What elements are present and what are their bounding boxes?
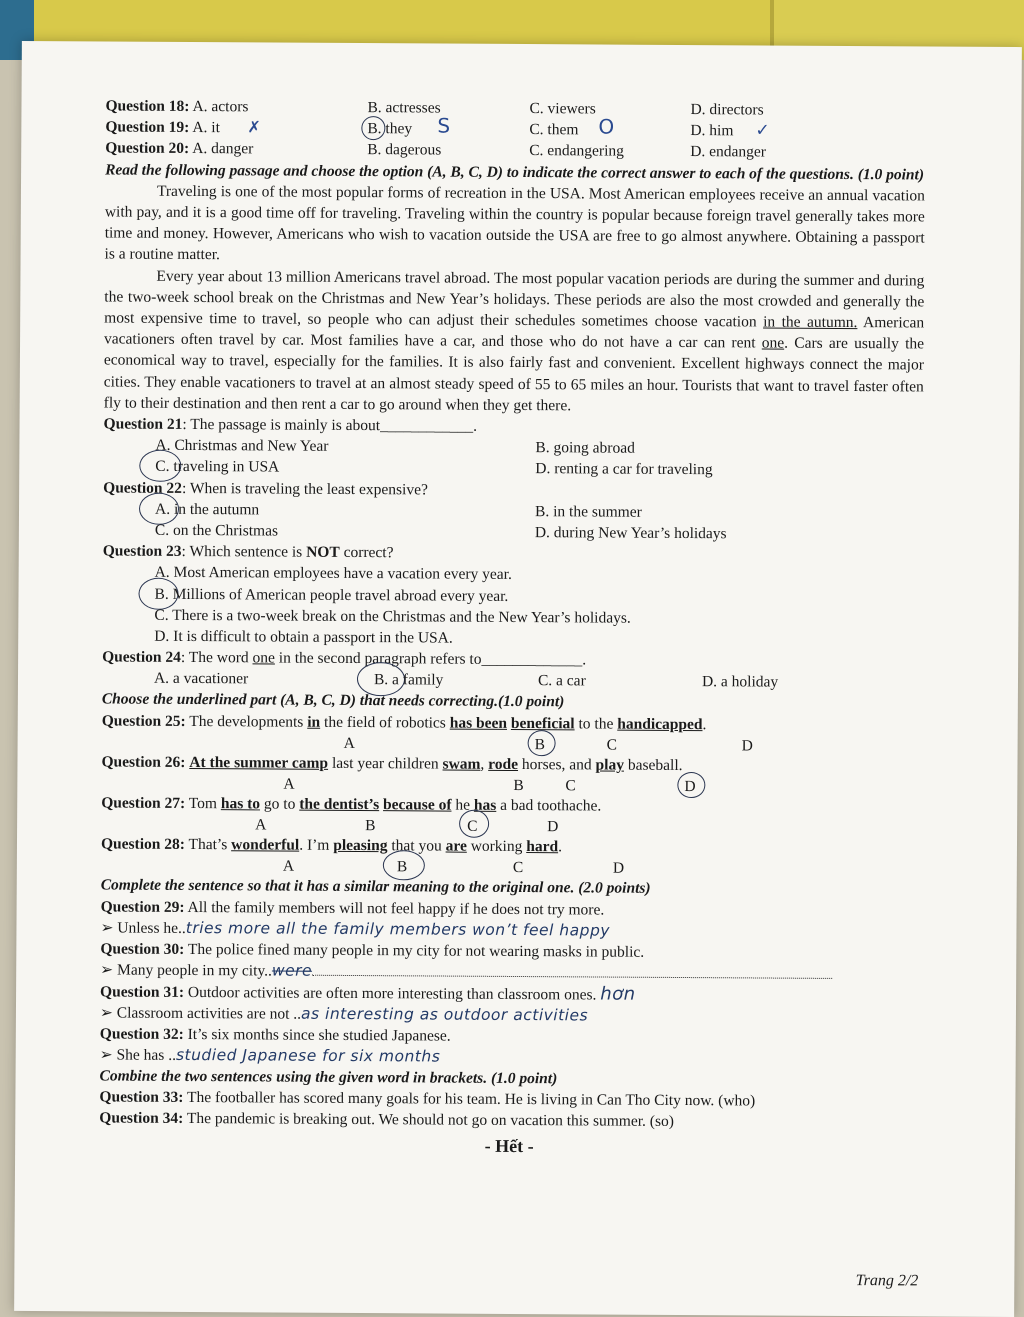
underlined-part-a: At the summer camp (189, 753, 329, 772)
sentence-text: Tom (185, 794, 221, 813)
question-label: Question 27: (101, 794, 186, 812)
option-d: D. during New Year’s holidays (534, 524, 727, 543)
answer-dotted-line (312, 961, 832, 979)
question-text: The police fined many people in my city for not wearing masks in public. (184, 940, 645, 961)
question-text: The footballer has scored many goals for his team. He is living in Can Tho City now. (who) (183, 1089, 756, 1110)
letter-b: B (534, 735, 545, 753)
rewrite-instruction: Complete the sentence so that it has a similar meaning to the original one. (2.0 points) (100, 876, 651, 898)
sentence-text: , (480, 755, 489, 773)
question-label: Question 20: (105, 139, 190, 158)
answer-prompt: ➢ Classroom activities are not .. (99, 1003, 302, 1023)
answer-blank: _____________ (481, 650, 583, 669)
underlined-part-b: pleasing (333, 837, 388, 855)
answer-prompt: ➢ She has .. (99, 1046, 177, 1064)
question-text: It’s six months since she studied Japanese. (183, 1025, 451, 1045)
underlined-part-a: has to (220, 795, 261, 813)
option-b: B. dagerous (367, 141, 442, 159)
option-b: B. in the summer (534, 502, 642, 521)
paragraph-text: American vacationers often travel by car. Most families have a car, and those who do not have a car can rent (104, 314, 925, 352)
question-text: in the second paragraph refers to (274, 649, 482, 668)
option-a: A. Christmas and New Year (155, 436, 329, 456)
option-a: A. actors (192, 98, 249, 116)
sentence-text: a bad toothache. (496, 796, 602, 815)
option-b: B. actresses (367, 99, 441, 117)
letter-b: B (396, 858, 408, 876)
underlined-phrase: in the autumn. (763, 313, 858, 332)
question-text: correct? (339, 544, 394, 562)
handwritten-answer[interactable]: were (271, 961, 313, 980)
option-d: D. him (690, 122, 734, 140)
option-d: D. endanger (690, 143, 767, 161)
option-b: B. they (367, 120, 413, 138)
option-d: D. directors (690, 101, 764, 119)
question-text: The pandemic is breaking out. We should not go on vacation this summer. (so) (183, 1110, 674, 1131)
letter-d: D (547, 818, 559, 836)
underlined-part-c: beneficial (510, 714, 575, 732)
option-c: C. a car (537, 672, 586, 690)
sentence-text: he (451, 796, 474, 814)
underlined-part-b: has been (449, 714, 508, 732)
sentence-text: . (702, 715, 707, 733)
option-a: A. it (192, 119, 220, 137)
underlined-part-d: hard (526, 838, 559, 856)
question-text: : When is traveling the least expensive? (181, 479, 428, 499)
reading-paragraph-1: Traveling is one of the most popular forms of recreation in the USA. Most American employees receive an annual vacation with pay, and it is a good time off for traveling. Traveling within the country is popular because foreign travel generally takes more time and money. However, Americans who wish to vacation outside the USA are free to go almost anywhere. Obtaining a passport is a routine matter. (104, 182, 926, 264)
handwritten-o: O (598, 114, 615, 139)
question-text: : Which sentence is (181, 543, 307, 561)
end-marker: - Hết - (484, 1135, 534, 1156)
letter-c: C (467, 817, 478, 835)
letter-a: A (255, 816, 267, 834)
question-label: Question 25: (101, 712, 186, 730)
letter-b: B (513, 776, 524, 795)
cross-mark-icon: ✗ (247, 117, 261, 137)
underlined-part-a: wonderful (231, 836, 300, 854)
answer-prompt: ➢ Unless he.. (100, 919, 186, 937)
underlined-part-c: rode (488, 755, 519, 773)
sentence-text: working (466, 837, 527, 856)
sentence-text: that you (387, 837, 446, 855)
option-a: A. a vacationer (153, 670, 249, 688)
letter-d: D (741, 737, 753, 755)
option-c: C. There is a two-week break on the Christmas and the New Year’s holidays. (154, 606, 631, 627)
sentence-text: the field of robotics (320, 713, 450, 732)
question-34 (99, 1108, 919, 1134)
exam-page (14, 41, 1022, 1317)
sentence-text: last year children (328, 754, 443, 773)
question-label: Question 21 (103, 415, 183, 433)
underlined-part-a: in (307, 713, 321, 731)
question-label: Question 18: (105, 97, 190, 115)
page-number: Trang 2/2 (855, 1272, 919, 1290)
question-label: Question 26: (101, 753, 186, 771)
letter-b: B (365, 817, 376, 835)
question-label: Question 24 (102, 648, 181, 667)
option-a: A. Most American employees have a vacation every year. (154, 564, 512, 584)
sentence-text: . I’m (299, 836, 334, 855)
letter-c: C (565, 777, 576, 795)
sentence-text: to the (574, 714, 618, 733)
sentence-text: The developments (185, 712, 308, 731)
reading-paragraph-2 (104, 265, 925, 418)
option-c: C. viewers (529, 100, 596, 118)
option-a: A. in the autumn (154, 500, 260, 519)
reading-instruction: Read the following passage and choose the option (A, B, C, D) to indicate the correct answer to each of the questions. (1.0 point) (105, 161, 925, 184)
option-b: B. Millions of American people travel abroad every year. (154, 585, 509, 605)
question-label: Question 19: (105, 118, 190, 137)
underlined-part-d: handicapped (617, 715, 703, 733)
sentence-text: go to (260, 795, 300, 813)
question-label: Question 22 (103, 479, 183, 497)
paragraph-text: . Cars are usually the economical way to travel, especially for the families. It is also fairly fast and convenient. Excellent highways connect the major cities. They enable vacationers to travel at an almost steady speed of 55 to 65 miles an hour. Tourists that want to travel faster often fly to their destination and then rent a car to go around when they get there. (103, 334, 925, 415)
paragraph-text: Every year about 13 million Americans travel abroad. The most popular vacation periods are during the summer and during the two-week school break on the Christmas and New Year’s holidays. These periods are also the most crowded and generally the most expensive time to travel, so people who can adjust their schedules sometimes choose vacation (104, 267, 925, 331)
option-a: A. danger (192, 140, 254, 158)
option-c: C. traveling in USA (155, 458, 280, 476)
letter-d: D (684, 778, 696, 796)
option-d: D. a holiday (701, 673, 779, 691)
answer-blank: ____________ (380, 417, 474, 435)
underlined-word: one (761, 334, 785, 352)
check-mark-icon: ✓ (755, 120, 770, 141)
option-c: C. them (529, 121, 579, 139)
letter-c: C (606, 736, 617, 754)
underlined-part-c: are (445, 837, 467, 855)
underlined-word: one (252, 649, 275, 667)
letter-c: C (512, 859, 524, 877)
underlined-part-c: because of (383, 796, 452, 814)
question-label: Question 33: (99, 1088, 184, 1107)
question-text: : The passage is mainly is about (182, 415, 381, 435)
question-label: Question 32: (99, 1025, 184, 1043)
question-label: Question 29: (100, 898, 185, 916)
question-text: : The word (180, 649, 253, 667)
question-text: Outdoor activities are often more interesting than classroom ones. (183, 984, 597, 1004)
sentence-text: baseball. (623, 756, 683, 774)
sentence-text: That’s (184, 836, 232, 854)
punctuation: . (582, 651, 587, 669)
underlined-part-d: play (595, 756, 625, 774)
letter-a: A (283, 775, 295, 793)
answer-prompt: ➢ Many people in my city.. (100, 961, 272, 980)
handwritten-answer[interactable]: studied Japanese for six months (175, 1045, 441, 1066)
combine-instruction: Combine the two sentences using the given word in brackets. (1.0 point) (99, 1067, 558, 1088)
handwritten-answer[interactable]: as interesting as outdoor activities (301, 1004, 589, 1024)
question-label: Question 34: (99, 1109, 184, 1128)
error-instruction: Choose the underlined part (A, B, C, D) that needs correcting.(1.0 point) (101, 690, 565, 711)
exam-content (99, 95, 925, 1159)
option-d: D. renting a car for traveling (535, 460, 713, 479)
underlined-part-b: swam (442, 755, 481, 773)
question-emphasis: NOT (306, 543, 340, 562)
question-label: Question 31: (100, 983, 185, 1002)
letter-a: A (282, 857, 295, 876)
punctuation: . (473, 417, 478, 435)
question-label: Question 30: (100, 940, 185, 958)
question-text: All the family members will not feel happy if he does not try more. (184, 898, 605, 919)
underlined-part-b: the dentist’s (299, 795, 380, 814)
sentence-text: horses, and (518, 755, 596, 774)
option-c: C. endangering (529, 142, 624, 161)
sentence-text: . (558, 838, 563, 856)
handwritten-note: hơn (600, 983, 636, 1006)
letter-d: D (612, 859, 625, 878)
handwritten-s: S (437, 113, 451, 138)
option-b: B. a family (373, 671, 444, 689)
question-label: Question 28: (100, 835, 186, 854)
option-b: B. going abroad (535, 439, 635, 457)
option-c: C. on the Christmas (154, 521, 279, 540)
question-label: Question 23 (102, 542, 182, 561)
letter-a: A (343, 734, 355, 752)
underlined-part-d: has (473, 796, 497, 814)
handwritten-answer[interactable]: tries more all the family members won’t feel happy (185, 918, 611, 940)
option-d: D. It is difficult to obtain a passport in the USA. (154, 627, 453, 647)
